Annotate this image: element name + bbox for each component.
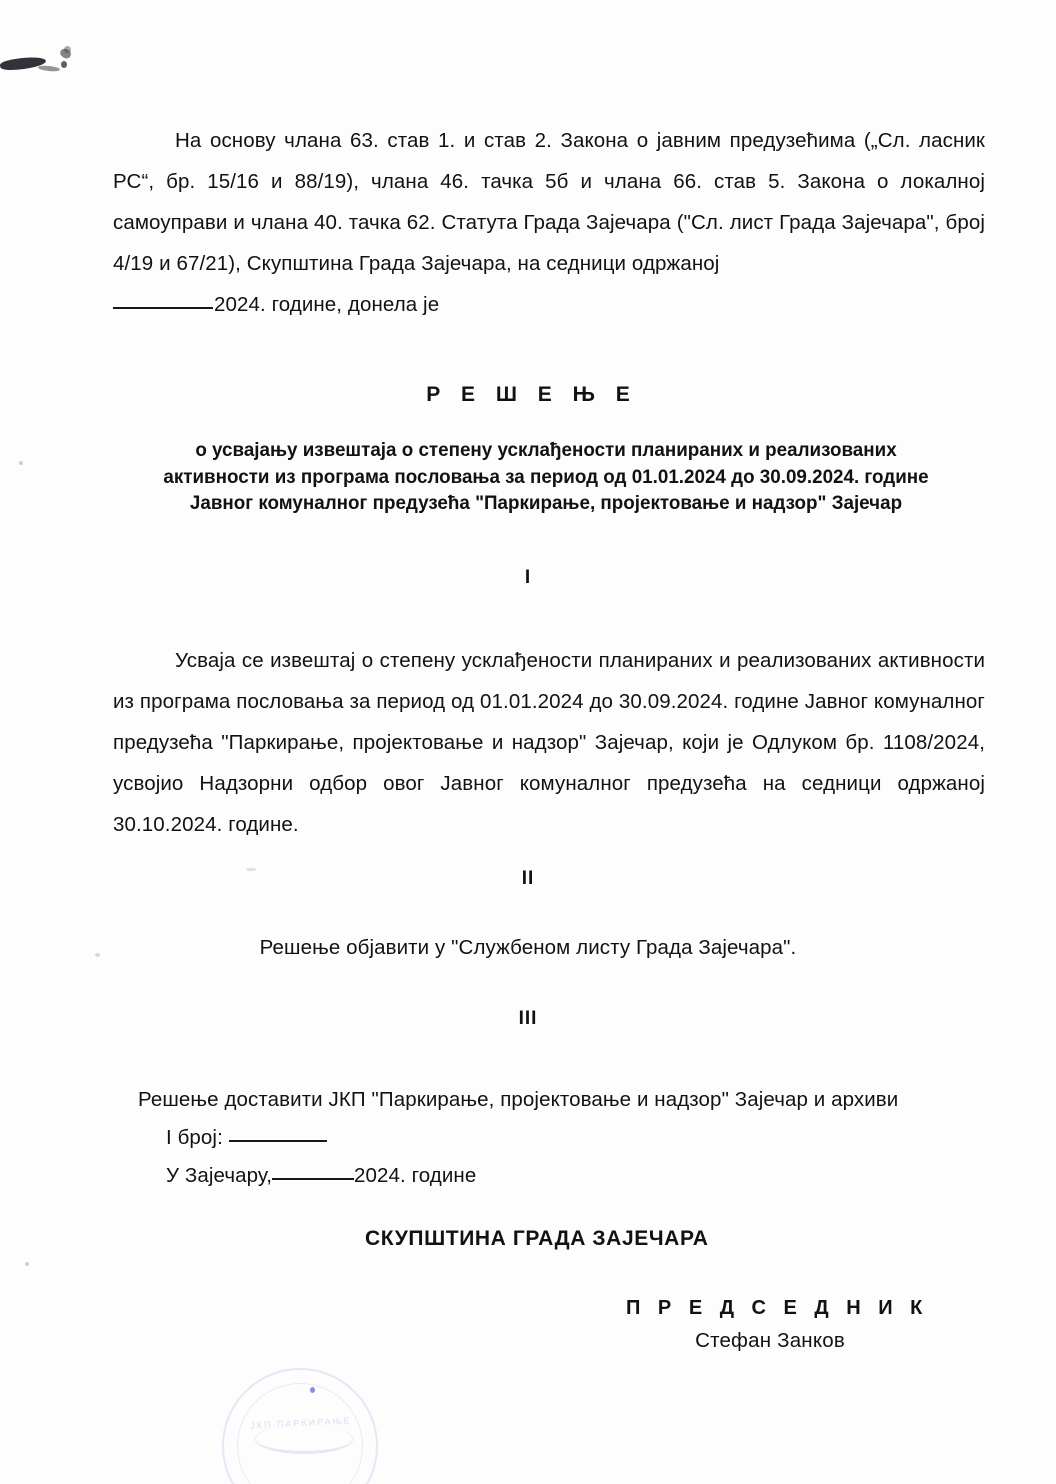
place-label: У Зајечару, xyxy=(166,1164,273,1187)
date-blank-underline xyxy=(113,307,213,309)
section-numeral-iii: III xyxy=(518,1008,538,1029)
official-stamp-arc xyxy=(255,1425,353,1454)
scan-speck-artifact xyxy=(25,1262,29,1266)
document-subtitle: о усвајању извештаја о степену усклађености планираних и реализованих активности из програма пословања за период од 01.01.2024 до 30.09.2024. године Јавног комуналног предузећа "Паркирање, пројектовање и надзор" Зајечар xyxy=(163,439,929,514)
section-body-ii: Решење објавити у "Службеном листу Града Зајечара". xyxy=(259,936,797,959)
place-and-date-line xyxy=(166,1157,988,1195)
section-body-i: Усваја се извештај о степену усклађености планираних и реализованих активности из програма пословања за период од 01.01.2024 до 30.09.2024. године Јавног комуналног предузећа "Паркирање, пројектовање и надзор" Зајечар, који је Одлуком бр. 1108/2024, усвојио Надзорни одбор овог Јавног комуналног предузећа на седници одржаној 30.10.2024. године. xyxy=(113,649,985,836)
preamble-text: На основу члана 63. став 1. и став 2. Закона о јавним предузећима („Сл. ласник РС“, бр. 15/16 и 88/19), члана 46. тачка 5б и члана 66. став 5. Закона о локалној самоуправи и члана 40. тачка 62. Статута Града Зајечара ("Сл. лист Града Зајечара", број 4/19 и 67/21), Скупштина Града Зајечара, на седници одржаној xyxy=(113,129,985,275)
document-number-label: I број: xyxy=(166,1126,223,1149)
scan-speck-artifact xyxy=(61,61,67,68)
section-body-iii xyxy=(138,1081,988,1195)
issue-date-blank-underline xyxy=(272,1178,354,1180)
scan-speck-artifact xyxy=(64,46,71,53)
page-title: Р Е Ш Е Њ Е xyxy=(426,383,638,406)
preamble-date-line xyxy=(113,284,985,325)
ink-dot-artifact xyxy=(310,1387,315,1393)
place-year: 2024. године xyxy=(354,1164,477,1187)
scan-speck-artifact xyxy=(19,461,23,465)
scan-speck-artifact xyxy=(59,47,72,59)
scan-smudge-artifact xyxy=(0,55,46,72)
signatory-role: П Р Е Д С Е Д Н И К xyxy=(626,1297,929,1319)
signatory-name: Стефан Занков xyxy=(695,1329,845,1352)
scan-smudge-artifact-secondary xyxy=(38,65,60,72)
document-number-line xyxy=(166,1119,988,1157)
signature-block xyxy=(620,1297,929,1353)
official-stamp-text: ЈКП ПАРКИРАЊЕ xyxy=(250,1415,352,1431)
section-numeral-i: I xyxy=(524,567,532,588)
section-numeral-ii: II xyxy=(521,868,535,889)
delivery-instruction-line: Решење доставити ЈКП "Паркирање, пројектовање и надзор" Зајечар и архиви xyxy=(138,1088,899,1111)
document-number-blank-underline xyxy=(229,1140,327,1142)
assembly-name: СКУПШТИНА ГРАДА ЗАЈЕЧАРА xyxy=(365,1227,709,1250)
preamble-after-blank: 2024. године, донела је xyxy=(214,293,440,316)
preamble-paragraph xyxy=(113,120,985,325)
official-stamp-imprint xyxy=(222,1368,378,1484)
